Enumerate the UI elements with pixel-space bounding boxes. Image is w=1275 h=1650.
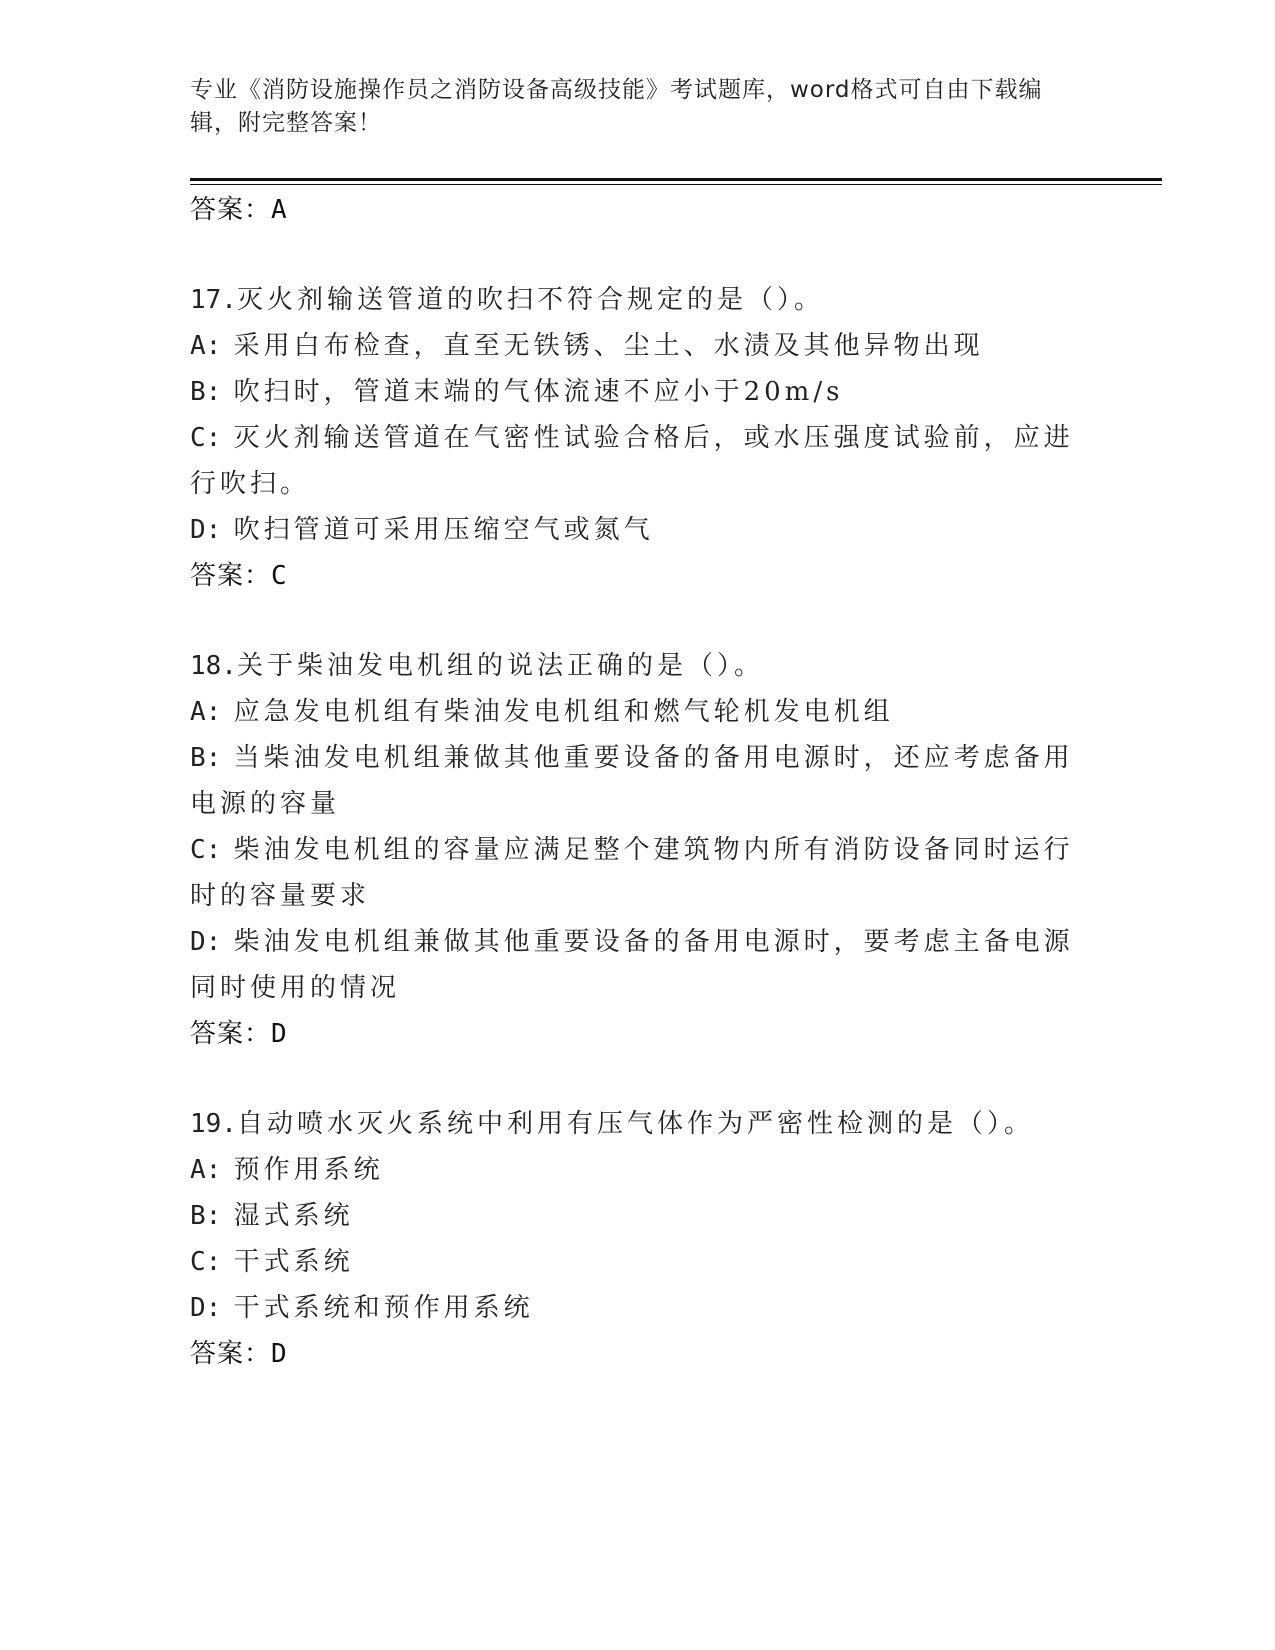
option-a (190, 689, 1090, 735)
answer-value: D (271, 1339, 288, 1369)
answer-line (190, 553, 1090, 599)
body-content (190, 187, 1090, 1377)
option-key: D: (190, 927, 222, 957)
option-key: C: (190, 1247, 222, 1277)
option-text: 当柴油发电机组兼做其他重要设备的备用电源时，还应考虑备用电源的容量 (190, 743, 1074, 819)
option-text: 灭火剂输送管道在气密性试验合格后，或水压强度试验前，应进行吹扫。 (190, 423, 1074, 499)
option-key: A: (190, 331, 222, 361)
option-a (190, 323, 1090, 369)
option-c (190, 1239, 1090, 1285)
question-number: 17. (190, 285, 237, 315)
option-d (190, 919, 1090, 1011)
question-stem (190, 643, 1090, 689)
option-key: C: (190, 423, 222, 453)
option-key: A: (190, 697, 222, 727)
option-text: 干式系统 (233, 1247, 354, 1277)
answer-label: 答案： (190, 195, 272, 225)
option-text: 应急发电机组有柴油发电机组和燃气轮机发电机组 (233, 697, 894, 727)
answer-label: 答案： (190, 561, 272, 591)
option-text: 预作用系统 (233, 1155, 384, 1185)
answer-value: A (271, 195, 288, 225)
answer-value: D (271, 1019, 288, 1049)
question-number: 18. (190, 651, 237, 681)
answer-label: 答案： (190, 1019, 272, 1049)
option-text: 湿式系统 (233, 1201, 354, 1231)
header-rule-thick (190, 178, 1162, 181)
question-17 (190, 277, 1090, 599)
option-text: 柴油发电机组兼做其他重要设备的备用电源时，要考虑主备电源同时使用的情况 (190, 927, 1074, 1003)
answer-line (190, 1331, 1090, 1377)
question-19 (190, 1101, 1090, 1377)
option-d (190, 1285, 1090, 1331)
option-key: B: (190, 1201, 222, 1231)
option-key: D: (190, 515, 222, 545)
page-header: 专业《消防设施操作员之消防设备高级技能》考试题库，word格式可自由下载编辑，附完整答案！ (190, 77, 1043, 136)
option-c (190, 415, 1090, 507)
answer-line (190, 187, 1090, 233)
option-text: 柴油发电机组的容量应满足整个建筑物内所有消防设备同时运行时的容量要求 (190, 835, 1074, 911)
option-text: 采用白布检查，直至无铁锈、尘土、水渍及其他异物出现 (233, 331, 984, 361)
option-b (190, 369, 1090, 415)
option-d (190, 507, 1090, 553)
question-stem (190, 1101, 1090, 1147)
question-stem (190, 277, 1090, 323)
option-key: A: (190, 1155, 222, 1185)
option-key: B: (190, 743, 222, 773)
question-18 (190, 643, 1090, 1057)
question-number: 19. (190, 1109, 237, 1139)
option-key: C: (190, 835, 222, 865)
question-text: 灭火剂输送管道的吹扫不符合规定的是（）。 (236, 285, 824, 315)
question-text: 自动喷水灭火系统中利用有压气体作为严密性检测的是（）。 (236, 1109, 1034, 1139)
option-text: 吹扫时，管道末端的气体流速不应小于20m/s (233, 377, 844, 407)
option-text: 吹扫管道可采用压缩空气或氮气 (233, 515, 654, 545)
option-key: D: (190, 1293, 222, 1323)
option-b (190, 735, 1090, 827)
option-key: B: (190, 377, 222, 407)
option-c (190, 827, 1090, 919)
question-text: 关于柴油发电机组的说法正确的是（）。 (236, 651, 764, 681)
answer-label: 答案： (190, 1339, 272, 1369)
option-text: 干式系统和预作用系统 (233, 1293, 534, 1323)
header-rule-thin (190, 184, 1162, 185)
option-a (190, 1147, 1090, 1193)
option-b (190, 1193, 1090, 1239)
answer-value: C (271, 561, 288, 591)
answer-line (190, 1011, 1090, 1057)
